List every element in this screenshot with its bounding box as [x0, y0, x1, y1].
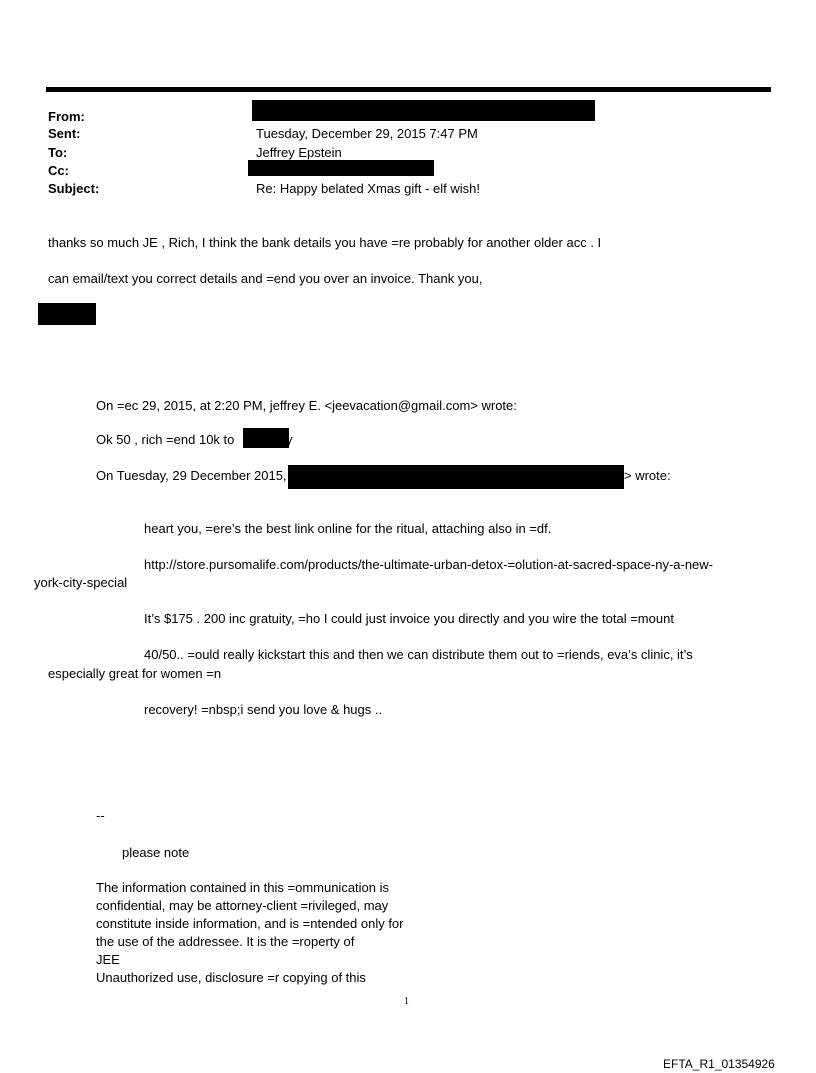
quoted-p4-cont: especially great for women =n	[48, 666, 222, 681]
quoted-attribution-2-end: > wrote:	[624, 468, 671, 483]
quoted-reply-start: Ok 50 , rich =end 10k to	[96, 432, 235, 447]
quoted-p1: heart you, =ere’s the best link online for the ritual, attaching also in =df.	[144, 521, 552, 536]
quoted-reply-end: y	[286, 432, 293, 447]
quoted-attribution-2-start: On Tuesday, 29 December 2015,	[96, 468, 287, 483]
reply-redaction	[243, 428, 289, 448]
quoted-p5: recovery! =nbsp;i send you love & hugs ..	[144, 702, 383, 717]
body-line-2: can email/text you correct details and =end you over an invoice. Thank you,	[48, 271, 483, 286]
quoted-link-cont: york-city-special	[34, 575, 128, 590]
sent-value: Tuesday, December 29, 2015 7:47 PM	[256, 126, 478, 141]
disclaimer-line-3: constitute inside information, and is =ntended only for	[96, 916, 404, 931]
quoted-p3: It’s $175 . 200 inc gratuity, =ho I could just invoice you directly and you wire the total =mount	[144, 611, 674, 626]
cc-label: Cc:	[48, 163, 69, 178]
to-value: Jeffrey Epstein	[256, 145, 342, 160]
disclaimer-line-2: confidential, may be attorney-client =rivileged, may	[96, 898, 389, 913]
header-rule	[46, 87, 771, 92]
body-line-1: thanks so much JE , Rich, I think the bank details you have =re probably for another older acc . I	[48, 235, 602, 250]
disclaimer-line-4: the use of the addressee. It is the =roperty of	[96, 934, 355, 949]
disclaimer-line-1: The information contained in this =ommunication is	[96, 880, 390, 895]
signature-dashes: --	[96, 808, 105, 823]
to-label: To:	[48, 145, 68, 160]
attribution-redaction	[288, 465, 624, 489]
from-label: From:	[48, 109, 85, 124]
quoted-attribution-1: On =ec 29, 2015, at 2:20 PM, jeffrey E. <jeevacation@gmail.com> wrote:	[96, 398, 517, 413]
document-id: EFTA_R1_01354926	[663, 1057, 775, 1071]
cc-redaction	[248, 160, 434, 176]
from-redaction	[252, 100, 595, 121]
subject-label: Subject:	[48, 181, 100, 196]
quoted-p4: 40/50.. =ould really kickstart this and then we can distribute them out to =riends, eva’s clinic, it’s	[144, 647, 693, 662]
signature-note: please note	[122, 845, 190, 860]
signature-redaction	[38, 303, 96, 325]
quoted-link-line: http://store.pursomalife.com/products/the-ultimate-urban-detox-=olution-at-sacred-space-ny-a-new-	[144, 557, 714, 572]
disclaimer-line-6: Unauthorized use, disclosure =r copying of this	[96, 970, 366, 985]
sent-label: Sent:	[48, 126, 81, 141]
disclaimer-line-5: JEE	[96, 952, 120, 967]
subject-value: Re: Happy belated Xmas gift - elf wish!	[256, 181, 480, 196]
page-number: 1	[404, 996, 409, 1007]
